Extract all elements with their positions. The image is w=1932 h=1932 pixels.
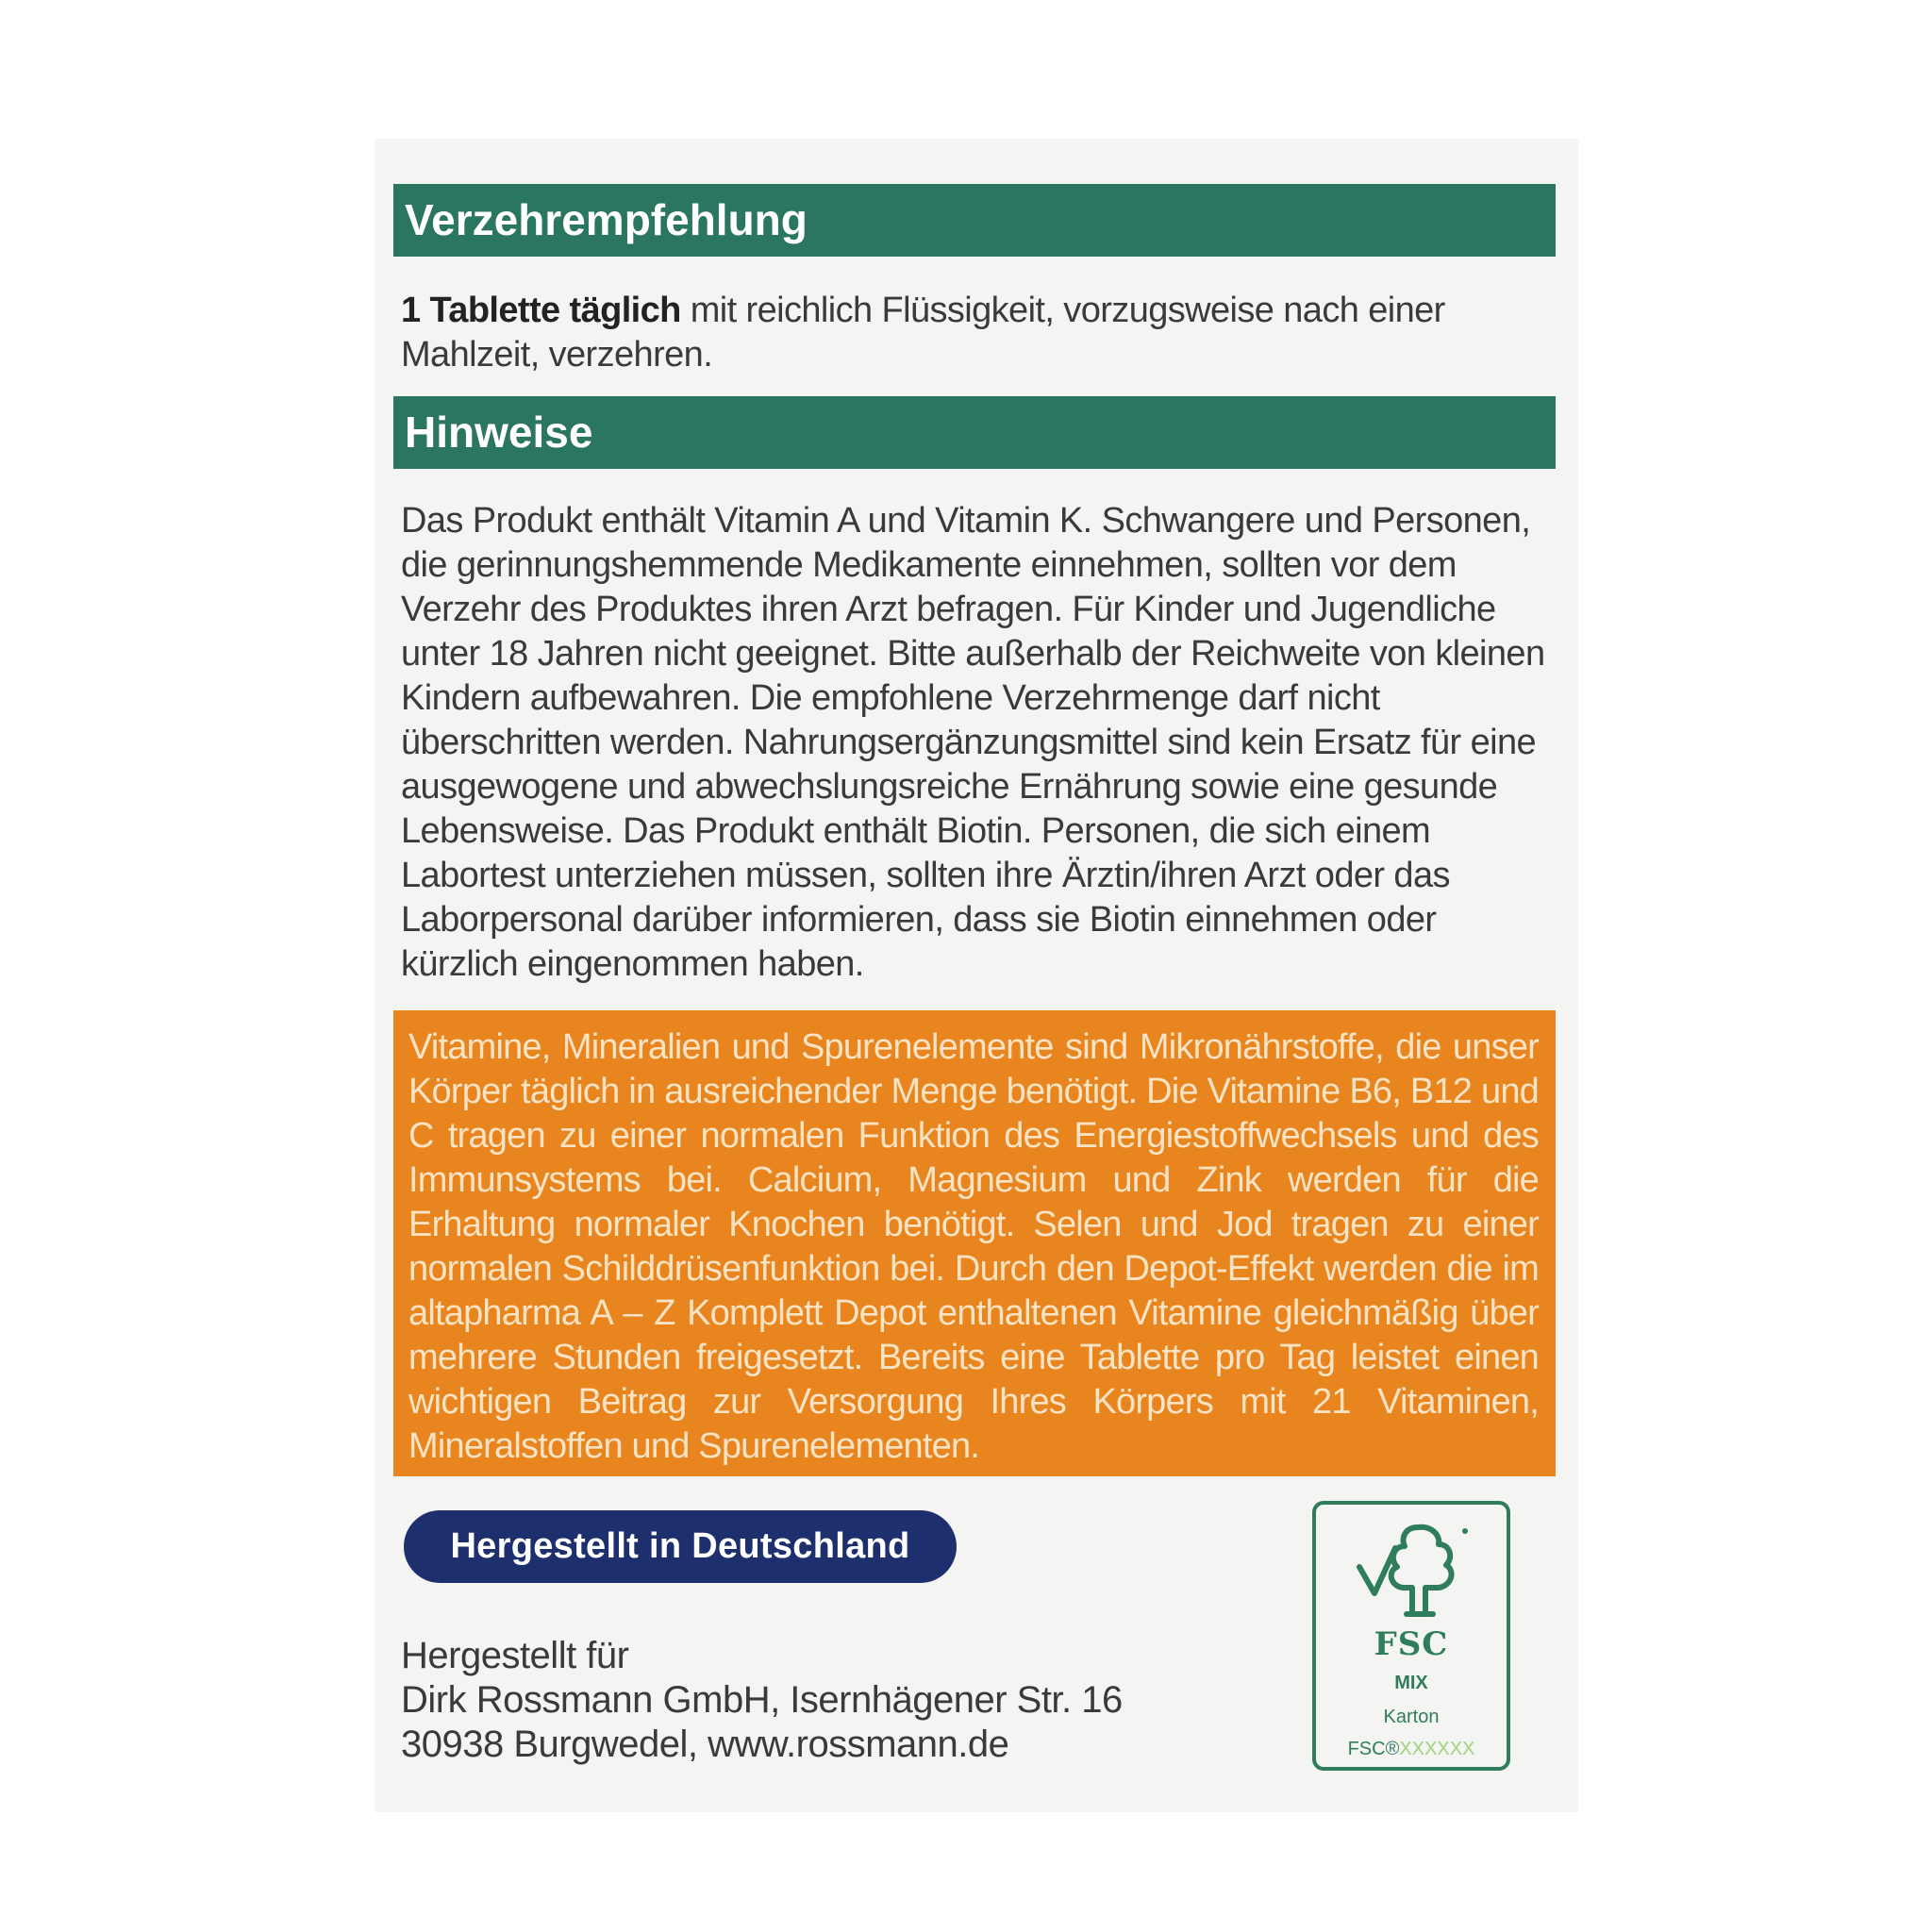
manufacturer-address	[401, 1634, 1250, 1767]
manufacturer-line-1: Hergestellt für	[401, 1635, 629, 1676]
fsc-label	[1312, 1501, 1510, 1771]
dosage-instructions: mit reichlich Flüssigkeit, vorzugsweise nach einer Mahlzeit, verzehren.	[401, 291, 1445, 375]
product-info-panel	[375, 139, 1578, 1812]
notes-heading: Hinweise	[393, 396, 1556, 469]
fsc-code-prefix: FSC®	[1347, 1739, 1400, 1759]
fsc-material-label: Karton	[1383, 1707, 1440, 1727]
fsc-tree-icon	[1352, 1520, 1474, 1625]
dosage-text	[401, 289, 1554, 377]
benefits-box	[393, 1010, 1556, 1476]
notes-text: Das Produkt enthält Vitamin A und Vitamin K. Schwangere und Personen, die gerinnungshemmende Medikamente einnehmen, sollten vor dem Verzehr des Produktes ihren Arzt befragen. Für Kinder und Jugendliche unter 18 Jahren nicht geeignet. Bitte außerhalb der Reichweite von kleinen Kindern aufbewahren. Die empfohlene Verzehrmenge darf nicht überschritten werden. Nahrungsergänzungsmittel sind kein Ersatz für eine ausgewogene und abwechslungsreiche Ernährung sowie eine gesunde Lebensweise. Das Produkt enthält Biotin. Personen, die sich einem Labortest unterziehen müssen, sollten ihre Ärztin/ihren Arzt oder das Laborpersonal darüber informieren, dass sie Biotin einnehmen oder kürzlich eingenommen haben.	[401, 501, 1545, 984]
benefits-text: Vitamine, Mineralien und Spurenelemente sind Mikronährstoffe, die unser Körper täglich in ausreichender Menge benötigt. Die Vitamine B6, B12 und C tragen zu einer normalen Funktion des Energiestoffwechsels und des Immunsystems bei. Calcium, Magnesium und Zink werden für die Erhaltung normaler Knochen benötigt. Selen und Jod tragen zu einer normalen Schilddrüsenfunktion bei. Durch den Depot-Effekt werden die im altapharma A – Z Komplett Depot enthaltenen Vitamine gleichmäßig über mehrere Stunden freigesetzt. Bereits eine Tablette pro Tag leistet einen wichtigen Beitrag zur Versorgung Ihres Körpers mit 21 Vitaminen, Mineralstoffen und Spurenelementen.	[408, 1027, 1539, 1466]
fsc-name: FSC	[1374, 1625, 1449, 1663]
fsc-code-value: XXXXXX	[1399, 1739, 1475, 1759]
made-in-germany-badge: Hergestellt in Deutschland	[404, 1510, 957, 1583]
dosage-amount: 1 Tablette täglich	[401, 291, 681, 330]
manufacturer-line-2: Dirk Rossmann GmbH, Isernhägener Str. 16	[401, 1679, 1123, 1721]
dosage-heading: Verzehrempfehlung	[393, 184, 1556, 257]
manufacturer-line-3: 30938 Burgwedel, www.rossmann.de	[401, 1724, 1009, 1765]
fsc-license-code	[1316, 1739, 1507, 1760]
fsc-mix-label: MIX	[1394, 1673, 1428, 1693]
